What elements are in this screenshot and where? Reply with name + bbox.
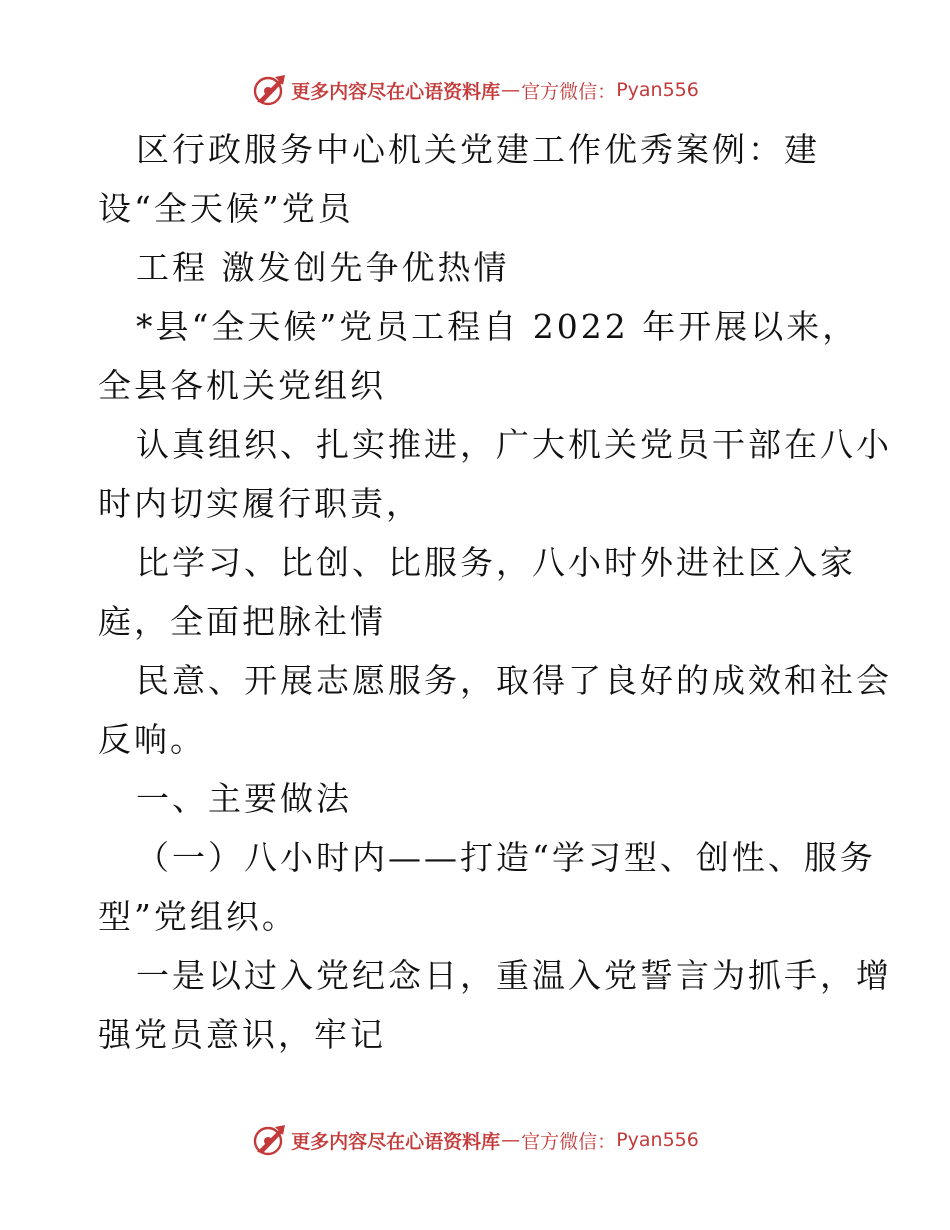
section-heading: 一、主要做法 [136,779,352,818]
watermark-title: 更多内容尽在心语资料库 [291,80,501,103]
subsection-heading: （一）八小时内——打造“学习型、创性、服务 [136,838,876,877]
header-watermark [0,72,950,108]
document-body [98,120,892,1064]
watermark-dash: — [501,79,521,101]
title-line-2: 设“全天候”党员 [98,189,354,228]
paragraph-line: 时内切实履行职责， [98,484,422,523]
paragraph-line: 民意、开展志愿服务，取得了良好的成效和社会 [136,661,892,700]
paragraph-line: 强党员意识，牢记 [98,1015,386,1054]
watermark-dash: — [501,1129,521,1151]
watermark-wechat-id: Pyan556 [616,1129,699,1151]
footer-watermark [0,1122,950,1158]
paragraph-line: 认真组织、扎实推进，广大机关党员干部在八小 [136,425,892,464]
paragraph-line: *县“全天候”党员工程自 2022 年开展以来， [136,307,859,346]
title-line-3: 工程 激发创先争优热情 [136,248,510,287]
paragraph-line: 反响。 [98,720,206,759]
paragraph-line: 一是以过入党纪念日，重温入党誓言为抓手，增 [136,956,892,995]
paragraph-line: 全县各机关党组织 [98,366,386,405]
watermark-wechat-id: Pyan556 [616,79,699,101]
subsection-heading-cont: 型”党组织。 [98,897,298,936]
title-line-1: 区行政服务中心机关党建工作优秀案例：建 [136,130,820,169]
quill-pen-logo-icon [251,1122,287,1158]
quill-pen-logo-icon [251,72,287,108]
watermark-wechat-label: 官方微信： [521,1130,617,1153]
paragraph-line: 庭，全面把脉社情 [98,602,386,641]
paragraph-line: 比学习、比创、比服务，八小时外进社区入家 [136,543,856,582]
watermark-wechat-label: 官方微信： [521,80,617,103]
watermark-title: 更多内容尽在心语资料库 [291,1130,501,1153]
